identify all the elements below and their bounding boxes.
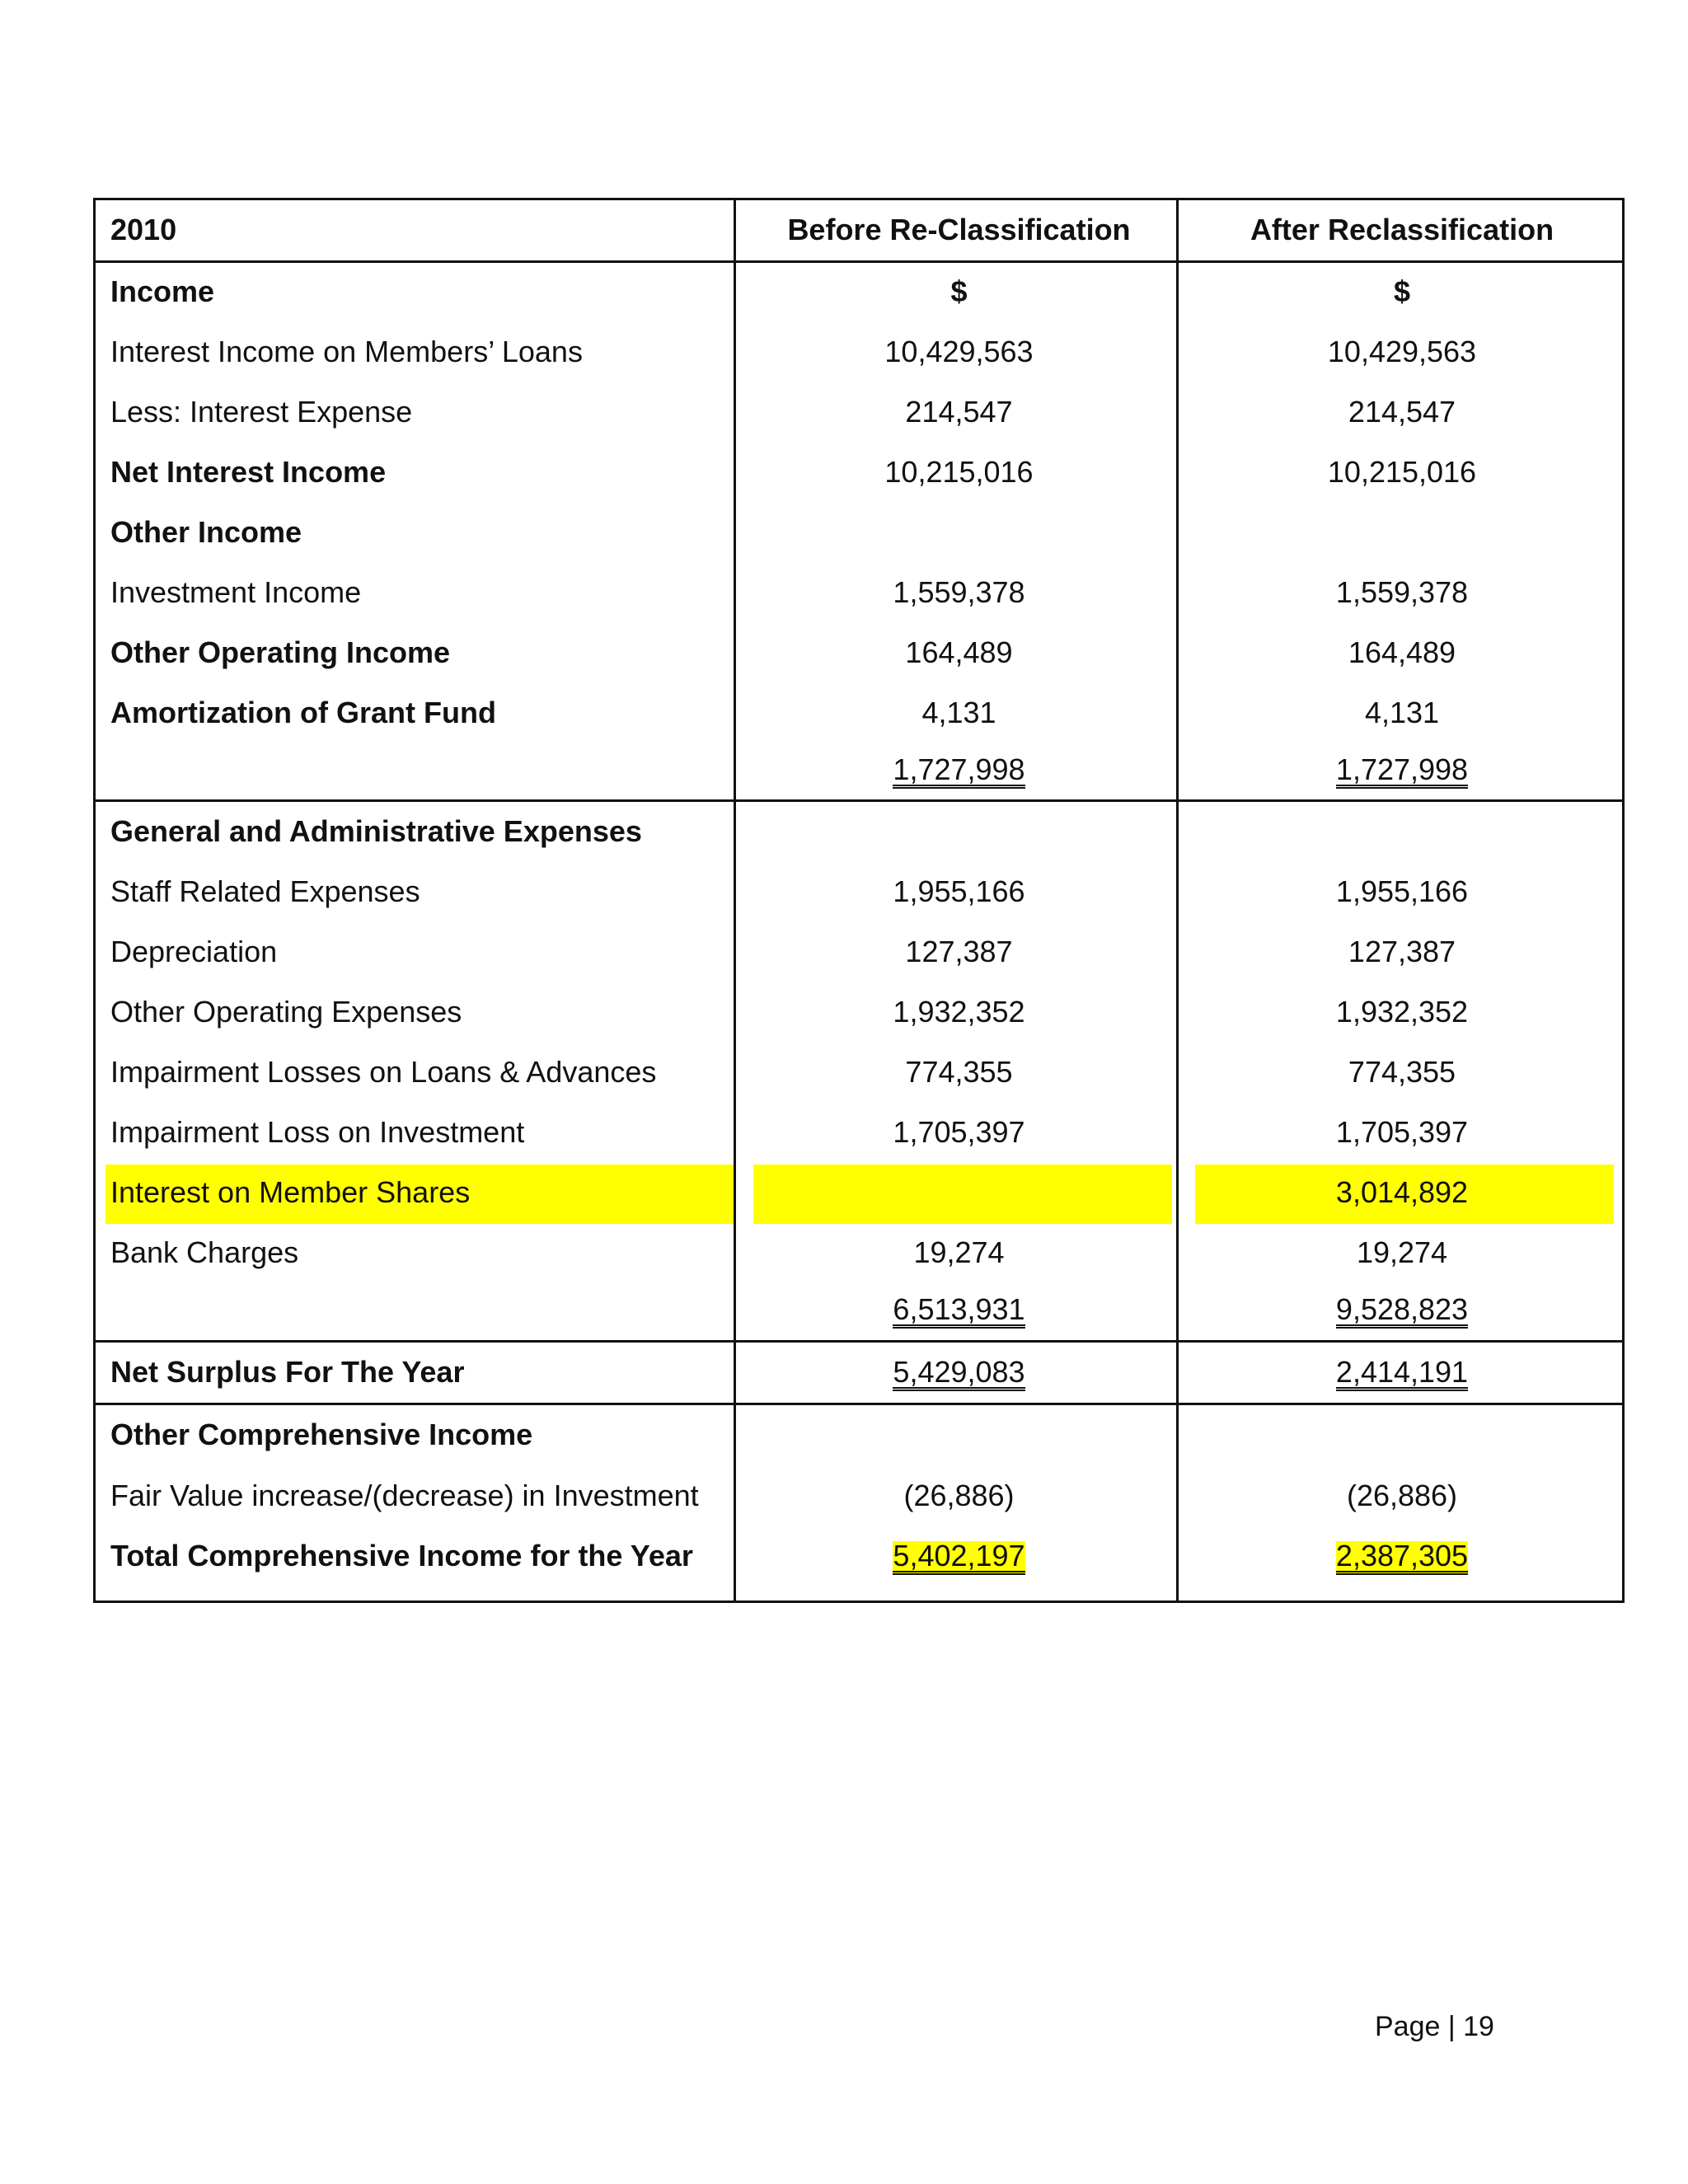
row-label: Depreciation bbox=[110, 935, 278, 968]
row-label: Total Comprehensive Income for the Year bbox=[110, 1539, 693, 1572]
subtotal-row bbox=[96, 1280, 1622, 1339]
table-row bbox=[96, 1043, 1622, 1102]
net-surplus-after: 2,414,191 bbox=[1336, 1357, 1468, 1391]
row-label: Other Operating Income bbox=[110, 635, 451, 669]
highlight-before bbox=[753, 1165, 1172, 1224]
row-label: Investment Income bbox=[110, 575, 362, 609]
row-after: (26,886) bbox=[1346, 1479, 1458, 1512]
total-comprehensive-after: 2,387,305 bbox=[1336, 1541, 1468, 1575]
table-row bbox=[96, 262, 1622, 321]
row-before: 4,131 bbox=[921, 696, 996, 729]
row-label: Bank Charges bbox=[110, 1235, 299, 1269]
table-row bbox=[96, 382, 1622, 442]
table-row bbox=[96, 1223, 1622, 1282]
table-row bbox=[96, 563, 1622, 622]
row-label: Amortization of Grant Fund bbox=[110, 696, 496, 729]
header-after: After Reclassification bbox=[1250, 213, 1554, 246]
row-after: 774,355 bbox=[1348, 1055, 1456, 1089]
page-number: Page | 19 bbox=[1375, 2011, 1494, 2042]
row-after: 1,955,166 bbox=[1335, 874, 1469, 908]
row-after: 3,014,892 bbox=[1335, 1175, 1469, 1209]
table-row bbox=[96, 862, 1622, 921]
row-label: Other Income bbox=[110, 515, 302, 549]
row-before: 19,274 bbox=[913, 1235, 1005, 1269]
row-label: Staff Related Expenses bbox=[110, 874, 420, 908]
row-before: 1,559,378 bbox=[893, 575, 1025, 609]
highlighted-row bbox=[96, 1163, 1622, 1222]
row-before: 1,932,352 bbox=[893, 995, 1025, 1029]
table-row bbox=[96, 683, 1622, 743]
header-year: 2010 bbox=[110, 213, 177, 246]
other-income-subtotal-after: 1,727,998 bbox=[1336, 755, 1468, 789]
row-before: 1,705,397 bbox=[893, 1115, 1025, 1149]
table-row bbox=[96, 443, 1622, 502]
net-surplus-row bbox=[96, 1343, 1622, 1402]
total-comprehensive-row bbox=[96, 1526, 1622, 1586]
row-before: (26,886) bbox=[903, 1479, 1015, 1512]
row-before: 10,429,563 bbox=[884, 335, 1034, 368]
row-before: 10,215,016 bbox=[884, 455, 1034, 489]
row-label: Fair Value increase/(decrease) in Investment bbox=[110, 1479, 699, 1512]
table-row bbox=[96, 1405, 1622, 1465]
row-before: 127,387 bbox=[905, 935, 1013, 968]
row-before: 774,355 bbox=[905, 1055, 1013, 1089]
other-income-subtotal-before: 1,727,998 bbox=[893, 755, 1025, 789]
expenses-total-before: 6,513,931 bbox=[893, 1295, 1025, 1329]
row-before: 1,955,166 bbox=[893, 874, 1025, 908]
row-label: Impairment Loss on Investment bbox=[110, 1115, 525, 1149]
row-after: 164,489 bbox=[1348, 635, 1456, 669]
total-comprehensive-before: 5,402,197 bbox=[893, 1541, 1025, 1575]
row-label: Net Surplus For The Year bbox=[110, 1355, 465, 1389]
table-row bbox=[96, 322, 1622, 382]
net-surplus-before: 5,429,083 bbox=[893, 1357, 1025, 1391]
row-after: 10,215,016 bbox=[1327, 455, 1477, 489]
row-before: $ bbox=[950, 274, 968, 308]
row-label: Interest on Member Shares bbox=[110, 1175, 471, 1209]
row-after: $ bbox=[1393, 274, 1411, 308]
header-before: Before Re-Classification bbox=[787, 213, 1131, 246]
table-row bbox=[96, 1466, 1622, 1526]
row-after: 1,932,352 bbox=[1335, 995, 1469, 1029]
row-after: 10,429,563 bbox=[1327, 335, 1477, 368]
row-label: Interest Income on Members’ Loans bbox=[110, 335, 583, 368]
subtotal-row bbox=[96, 740, 1622, 799]
row-after: 1,705,397 bbox=[1335, 1115, 1469, 1149]
row-label: Other Comprehensive Income bbox=[110, 1418, 533, 1451]
row-before: 214,547 bbox=[905, 395, 1013, 429]
row-after: 4,131 bbox=[1364, 696, 1440, 729]
row-label: Income bbox=[110, 274, 215, 308]
table-header-row bbox=[96, 200, 1622, 260]
row-after: 19,274 bbox=[1356, 1235, 1448, 1269]
row-label: Impairment Losses on Loans & Advances bbox=[110, 1055, 657, 1089]
row-before: 164,489 bbox=[905, 635, 1013, 669]
table-row bbox=[96, 623, 1622, 682]
table-row bbox=[96, 982, 1622, 1042]
row-label: Less: Interest Expense bbox=[110, 395, 413, 429]
table-row bbox=[96, 503, 1622, 562]
row-after: 127,387 bbox=[1348, 935, 1456, 968]
row-label: Other Operating Expenses bbox=[110, 995, 462, 1029]
row-label: General and Administrative Expenses bbox=[110, 814, 642, 848]
row-after: 214,547 bbox=[1348, 395, 1456, 429]
table-row bbox=[96, 1103, 1622, 1162]
expenses-total-after: 9,528,823 bbox=[1336, 1295, 1468, 1329]
table-row bbox=[96, 802, 1622, 861]
reclassification-table bbox=[93, 198, 1625, 1603]
table-row bbox=[96, 922, 1622, 982]
row-label: Net Interest Income bbox=[110, 455, 387, 489]
row-after: 1,559,378 bbox=[1335, 575, 1469, 609]
